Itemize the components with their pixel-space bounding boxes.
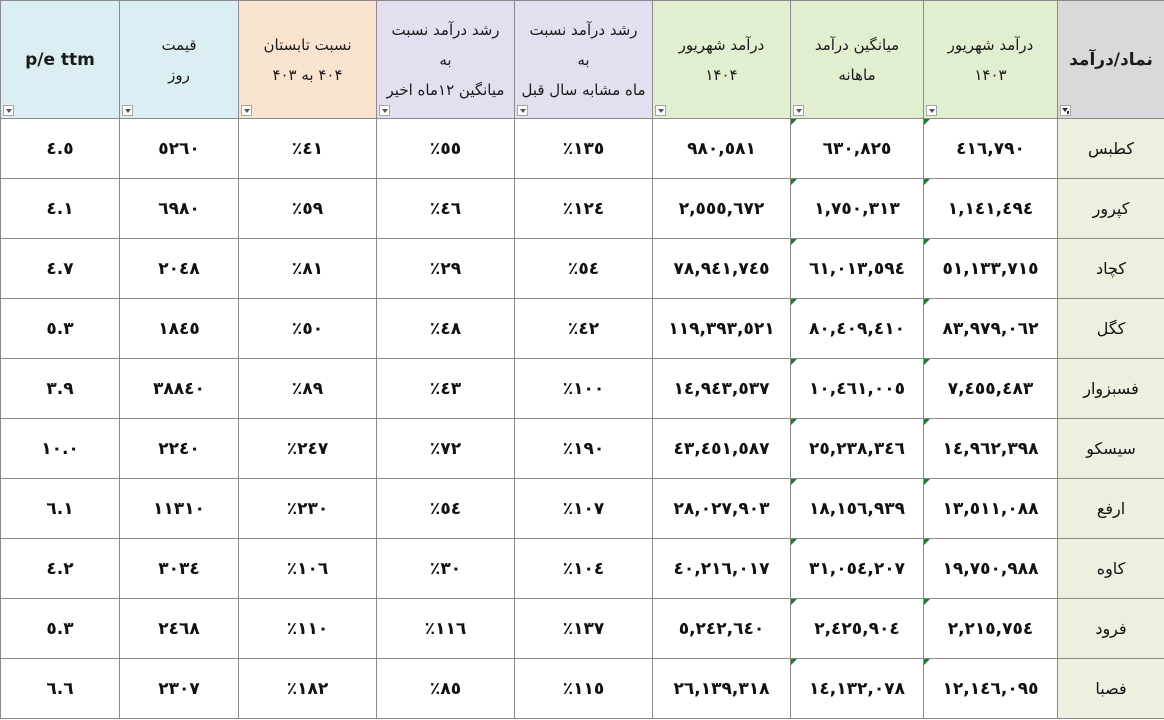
cell-symbol[interactable] — [1058, 239, 1164, 299]
cell-value: ٨٩٪ — [291, 378, 324, 399]
comment-indicator-icon — [791, 179, 797, 185]
cell-summer[interactable] — [239, 479, 377, 539]
cell-value: ٣.٩ — [46, 378, 74, 399]
cell-value: ٥٠٪ — [291, 318, 324, 339]
cell-value: ٤٦٪ — [429, 198, 462, 219]
cell-value: ٢,٢١٥,٧٥٤ — [947, 618, 1034, 639]
cell-value: کگل — [1096, 319, 1126, 338]
comment-indicator-icon — [924, 419, 930, 425]
cell-value: ارفع — [1096, 499, 1126, 518]
table-row — [1, 359, 1164, 419]
cell-value: ٩٨٠,٥٨١ — [687, 138, 756, 159]
cell-rev1404[interactable] — [653, 359, 791, 419]
cell-pe[interactable] — [1, 119, 120, 179]
cell-rev1403[interactable] — [924, 599, 1058, 659]
comment-indicator-icon — [791, 119, 797, 125]
cell-growth-prev[interactable] — [515, 659, 653, 719]
cell-pe[interactable] — [1, 179, 120, 239]
cell-value: کچاد — [1096, 259, 1126, 278]
header-label-line1: درآمد شهریور — [947, 35, 1034, 54]
cell-value: ٥٢٦٠ — [158, 138, 200, 159]
cell-rev1404[interactable] — [653, 659, 791, 719]
cell-growth-avg[interactable] — [377, 479, 515, 539]
cell-value: ٨٥٪ — [429, 678, 462, 699]
cell-value: ٦٣٠,٨٢٥ — [822, 138, 892, 159]
comment-indicator-icon — [924, 299, 930, 305]
cell-value: ٣٠٣٤ — [158, 558, 200, 579]
cell-rev1403[interactable] — [924, 119, 1058, 179]
filter-dropdown-icon[interactable] — [793, 105, 804, 116]
comment-indicator-icon — [924, 119, 930, 125]
header-avg — [791, 1, 924, 119]
cell-growth-avg[interactable] — [377, 419, 515, 479]
cell-value: ١٩,٧٥٠,٩٨٨ — [942, 558, 1039, 579]
cell-value: ١٨٢٪ — [286, 678, 329, 699]
filter-dropdown-icon[interactable] — [926, 105, 937, 116]
header-label-line2: روز — [168, 65, 190, 84]
cell-pe[interactable] — [1, 359, 120, 419]
cell-price[interactable] — [120, 359, 239, 419]
comment-indicator-icon — [791, 659, 797, 665]
cell-pe[interactable] — [1, 479, 120, 539]
cell-summer[interactable] — [239, 179, 377, 239]
cell-value: ٤٣,٤٥١,٥٨٧ — [673, 438, 770, 459]
cell-value: ٧,٤٥٥,٤٨٣ — [947, 378, 1034, 399]
cell-summer[interactable] — [239, 299, 377, 359]
comment-indicator-icon — [924, 599, 930, 605]
cell-value: ٥٩٪ — [291, 198, 324, 219]
cell-rev1404[interactable] — [653, 239, 791, 299]
header-label-line2: میانگین ۱۲ماه اخیر — [386, 80, 505, 99]
cell-growth-avg[interactable] — [377, 359, 515, 419]
cell-value: ٤٢٪ — [567, 318, 600, 339]
cell-value: کپرور — [1092, 199, 1130, 218]
cell-value: فرود — [1095, 619, 1127, 638]
header-label-line2: ۴۰۴ به ۴۰۳ — [272, 65, 343, 84]
cell-price[interactable] — [120, 119, 239, 179]
header-label-line2: ۱۴۰۴ — [705, 65, 738, 84]
cell-value: ٢,٥٥٥,٦٧٢ — [678, 198, 765, 219]
comment-indicator-icon — [791, 539, 797, 545]
cell-growth-avg[interactable] — [377, 239, 515, 299]
cell-rev1403[interactable] — [924, 539, 1058, 599]
cell-growth-prev[interactable] — [515, 239, 653, 299]
cell-growth-prev[interactable] — [515, 119, 653, 179]
cell-value: ٥.٣ — [46, 318, 74, 339]
cell-symbol[interactable] — [1058, 299, 1164, 359]
cell-value: ٦٩٨٠ — [158, 198, 200, 219]
cell-pe[interactable] — [1, 419, 120, 479]
filter-dropdown-icon[interactable] — [3, 105, 14, 116]
header-label-line2: ۱۴۰۳ — [974, 65, 1007, 84]
cell-value: کاوه — [1096, 559, 1126, 578]
cell-value: ٦.٦ — [46, 678, 74, 699]
header-rev1403 — [924, 1, 1058, 119]
cell-avg[interactable] — [791, 119, 924, 179]
cell-summer[interactable] — [239, 539, 377, 599]
cell-value: ٤١٦,٧٩٠ — [956, 138, 1025, 159]
cell-value: ١٠.٠ — [41, 438, 79, 459]
cell-value: ٥٤٪ — [429, 498, 462, 519]
cell-growth-prev[interactable] — [515, 359, 653, 419]
header-symbol — [1058, 1, 1164, 119]
cell-summer[interactable] — [239, 239, 377, 299]
cell-avg[interactable] — [791, 299, 924, 359]
cell-value: ٧٢٪ — [429, 438, 462, 459]
cell-summer[interactable] — [239, 599, 377, 659]
table-row — [1, 479, 1164, 539]
cell-price[interactable] — [120, 179, 239, 239]
cell-value: ١٨,١٥٦,٩٣٩ — [809, 498, 905, 519]
cell-rev1403[interactable] — [924, 299, 1058, 359]
cell-value: ٥١,١٣٣,٧١٥ — [942, 258, 1039, 279]
table-row — [1, 119, 1164, 179]
cell-value: ١٤,١٣٢,٠٧٨ — [809, 678, 905, 699]
cell-rev1404[interactable] — [653, 479, 791, 539]
cell-value: ١٤,٩٦٢,٣٩٨ — [942, 438, 1039, 459]
cell-value: ٥,٢٤٢,٦٤٠ — [678, 618, 765, 639]
cell-symbol[interactable] — [1058, 419, 1164, 479]
cell-value: ٢٠٤٨ — [158, 258, 200, 279]
cell-value: ١١٩,٣٩٣,٥٢١ — [668, 318, 775, 339]
cell-rev1404[interactable] — [653, 179, 791, 239]
header-growth-avg — [377, 1, 515, 119]
cell-value: ٣١,٠٥٤,٢٠٧ — [809, 558, 905, 579]
cell-growth-prev[interactable] — [515, 539, 653, 599]
cell-symbol[interactable] — [1058, 659, 1164, 719]
comment-indicator-icon — [924, 179, 930, 185]
cell-growth-avg[interactable] — [377, 539, 515, 599]
cell-value: ٢٣٠٧ — [158, 678, 200, 699]
header-summer-ratio — [239, 1, 377, 119]
cell-value: ٢,٤٢٥,٩٠٤ — [814, 618, 900, 639]
cell-avg[interactable] — [791, 239, 924, 299]
cell-value: ٥.٣ — [46, 618, 74, 639]
cell-value: ٤٠,٢١٦,٠١٧ — [673, 558, 770, 579]
cell-value: ١١٥٪ — [562, 678, 605, 699]
cell-value: فسبزوار — [1083, 379, 1139, 398]
cell-growth-prev[interactable] — [515, 299, 653, 359]
comment-indicator-icon — [924, 539, 930, 545]
cell-value: ١١٦٪ — [424, 618, 467, 639]
cell-value: ١٩٠٪ — [562, 438, 605, 459]
cell-price[interactable] — [120, 599, 239, 659]
cell-value: ١٠,٤٦١,٠٠٥ — [809, 378, 905, 399]
cell-growth-prev[interactable] — [515, 179, 653, 239]
cell-value: ٤٨٪ — [429, 318, 462, 339]
cell-value: سیسکو — [1086, 439, 1136, 458]
cell-value: ١٣٧٪ — [562, 618, 605, 639]
cell-value: ٤١٪ — [291, 138, 324, 159]
header-price — [120, 1, 239, 119]
header-growth-prev — [515, 1, 653, 119]
cell-value: فصبا — [1095, 679, 1127, 698]
cell-avg[interactable] — [791, 659, 924, 719]
cell-value: ١٠٤٪ — [562, 558, 605, 579]
cell-growth-prev[interactable] — [515, 599, 653, 659]
cell-rev1403[interactable] — [924, 359, 1058, 419]
comment-indicator-icon — [924, 239, 930, 245]
table-row — [1, 299, 1164, 359]
cell-value: ٣٨٨٤٠ — [153, 378, 205, 399]
cell-rev1403[interactable] — [924, 179, 1058, 239]
cell-rev1403[interactable] — [924, 239, 1058, 299]
cell-value: ٥٥٪ — [429, 138, 462, 159]
cell-value: ١١٠٪ — [286, 618, 329, 639]
cell-rev1404[interactable] — [653, 599, 791, 659]
cell-symbol[interactable] — [1058, 539, 1164, 599]
comment-indicator-icon — [791, 359, 797, 365]
cell-price[interactable] — [120, 659, 239, 719]
header-label-line2: ماه مشابه سال قبل — [521, 80, 646, 99]
cell-value: ٧٨,٩٤١,٧٤٥ — [673, 258, 770, 279]
cell-value: ٨٠,٤٠٩,٤١٠ — [809, 318, 905, 339]
cell-pe[interactable] — [1, 239, 120, 299]
filter-active-icon[interactable] — [1060, 105, 1071, 116]
cell-value: ١٨٤٥ — [158, 318, 200, 339]
header-label-line1: نسبت تابستان — [263, 35, 352, 54]
cell-summer[interactable] — [239, 419, 377, 479]
filter-dropdown-icon[interactable] — [241, 105, 252, 116]
cell-price[interactable] — [120, 419, 239, 479]
cell-avg[interactable] — [791, 359, 924, 419]
cell-value: ٢٥,٢٣٨,٣٤٦ — [809, 438, 905, 459]
cell-value: کطبس — [1088, 139, 1134, 158]
cell-price[interactable] — [120, 239, 239, 299]
cell-pe[interactable] — [1, 659, 120, 719]
cell-value: ١,٧٥٠,٣١٣ — [814, 198, 900, 219]
cell-value: ٢٨,٠٢٧,٩٠٣ — [673, 498, 770, 519]
cell-rev1404[interactable] — [653, 299, 791, 359]
cell-value: ١٢٤٪ — [562, 198, 605, 219]
header-row — [1, 1, 1164, 119]
cell-value: ٢٣٠٪ — [286, 498, 329, 519]
cell-value: ٣٠٪ — [429, 558, 462, 579]
cell-symbol[interactable] — [1058, 179, 1164, 239]
table-row — [1, 239, 1164, 299]
cell-avg[interactable] — [791, 179, 924, 239]
cell-symbol[interactable] — [1058, 599, 1164, 659]
cell-value: ١٠٦٪ — [286, 558, 329, 579]
header-symbol-label: نماد/درآمد — [1069, 49, 1153, 70]
cell-value: ٤.٥ — [46, 138, 74, 159]
cell-rev1403[interactable] — [924, 659, 1058, 719]
comment-indicator-icon — [791, 419, 797, 425]
cell-pe[interactable] — [1, 539, 120, 599]
header-pe — [1, 1, 120, 119]
cell-rev1404[interactable] — [653, 119, 791, 179]
table-row — [1, 419, 1164, 479]
table-row — [1, 539, 1164, 599]
cell-value: ١٤,٩٤٣,٥٣٧ — [673, 378, 770, 399]
comment-indicator-icon — [791, 239, 797, 245]
comment-indicator-icon — [791, 299, 797, 305]
header-label-line2: ماهانه — [838, 65, 876, 84]
cell-growth-avg[interactable] — [377, 599, 515, 659]
table-row — [1, 659, 1164, 719]
cell-value: ١٠٠٪ — [562, 378, 605, 399]
cell-growth-avg[interactable] — [377, 299, 515, 359]
filter-dropdown-icon[interactable] — [655, 105, 666, 116]
table-row — [1, 599, 1164, 659]
cell-value: ٢٩٪ — [429, 258, 462, 279]
header-pe-label: p/e ttm — [25, 49, 95, 70]
cell-avg[interactable] — [791, 419, 924, 479]
cell-pe[interactable] — [1, 599, 120, 659]
cell-value: ١,١٤١,٤٩٤ — [947, 198, 1034, 219]
cell-price[interactable] — [120, 479, 239, 539]
cell-rev1404[interactable] — [653, 419, 791, 479]
cell-growth-avg[interactable] — [377, 119, 515, 179]
cell-summer[interactable] — [239, 119, 377, 179]
cell-value: ١٣,٥١١,٠٨٨ — [942, 498, 1039, 519]
cell-avg[interactable] — [791, 479, 924, 539]
header-label-line1: میانگین درآمد — [814, 35, 900, 54]
header-rev1404 — [653, 1, 791, 119]
comment-indicator-icon — [791, 479, 797, 485]
cell-symbol[interactable] — [1058, 119, 1164, 179]
filter-dropdown-icon[interactable] — [517, 105, 528, 116]
cell-value: ٥٤٪ — [567, 258, 600, 279]
cell-value: ٢٦,١٣٩,٣١٨ — [673, 678, 770, 699]
cell-growth-avg[interactable] — [377, 659, 515, 719]
cell-summer[interactable] — [239, 659, 377, 719]
cell-value: ٢٢٤٠ — [158, 438, 200, 459]
cell-value: ١٣٥٪ — [562, 138, 605, 159]
table-row — [1, 179, 1164, 239]
cell-symbol[interactable] — [1058, 359, 1164, 419]
cell-pe[interactable] — [1, 299, 120, 359]
cell-value: ٦.١ — [46, 498, 74, 519]
cell-price[interactable] — [120, 299, 239, 359]
cell-value: ٦١,٠١٣,٥٩٤ — [809, 258, 905, 279]
comment-indicator-icon — [924, 659, 930, 665]
cell-avg[interactable] — [791, 539, 924, 599]
cell-price[interactable] — [120, 539, 239, 599]
header-label-line1: رشد درآمد نسبت به — [391, 20, 500, 69]
cell-value: ٨١٪ — [291, 258, 324, 279]
filter-dropdown-icon[interactable] — [122, 105, 133, 116]
cell-value: ١٠٧٪ — [562, 498, 605, 519]
cell-rev1403[interactable] — [924, 479, 1058, 539]
cell-growth-prev[interactable] — [515, 419, 653, 479]
cell-value: ٤.٧ — [46, 258, 74, 279]
cell-value: ٤.١ — [46, 198, 74, 219]
cell-value: ٢٤٦٨ — [158, 618, 200, 639]
cell-value: ٤٣٪ — [429, 378, 462, 399]
cell-symbol[interactable] — [1058, 479, 1164, 539]
cell-growth-avg[interactable] — [377, 179, 515, 239]
comment-indicator-icon — [924, 479, 930, 485]
cell-value: ٢٤٧٪ — [286, 438, 329, 459]
cell-value: ١٢,١٤٦,٠٩٥ — [942, 678, 1039, 699]
cell-value: ٨٣,٩٧٩,٠٦٢ — [942, 318, 1039, 339]
header-label-line1: درآمد شهریور — [678, 35, 765, 54]
cell-summer[interactable] — [239, 359, 377, 419]
cell-avg[interactable] — [791, 599, 924, 659]
cell-value: ٤.٢ — [46, 558, 74, 579]
header-label-line1: قیمت — [161, 35, 197, 54]
filter-dropdown-icon[interactable] — [379, 105, 390, 116]
comment-indicator-icon — [791, 599, 797, 605]
comment-indicator-icon — [924, 359, 930, 365]
cell-rev1404[interactable] — [653, 539, 791, 599]
cell-rev1403[interactable] — [924, 419, 1058, 479]
header-label-line1: رشد درآمد نسبت به — [529, 20, 638, 69]
cell-value: ١١٣١٠ — [153, 498, 205, 519]
cell-growth-prev[interactable] — [515, 479, 653, 539]
